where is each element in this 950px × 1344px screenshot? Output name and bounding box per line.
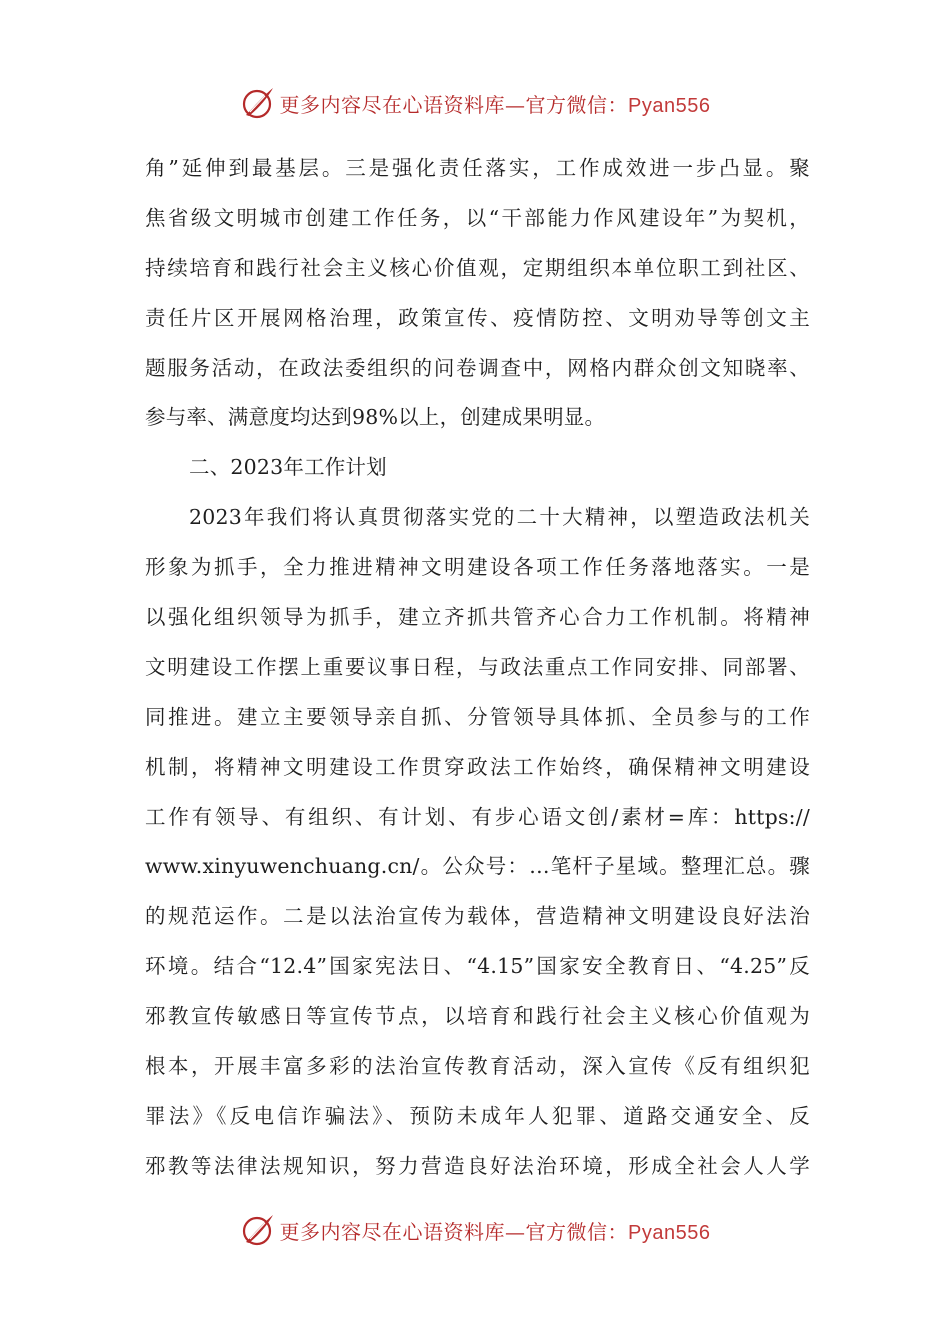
text-line: 参与率、满意度均达到98%以上，创建成果明显。 [145, 405, 606, 430]
watermark-label: 更多内容尽在心语资料库—官方微信： [279, 92, 629, 117]
text-line: 同推进。建立主要领导亲自抓、分管领导具体抓、全员参与的工作 [145, 704, 810, 729]
text-line: 邪教等法律法规知识，努力营造良好法治环境，形成全社会人人学 [145, 1153, 810, 1178]
text-line: 形象为抓手，全力推进精神文明建设各项工作任务落地落实。一是 [145, 555, 810, 580]
feather-pen-logo-icon [240, 1212, 276, 1248]
text-line: 机制，将精神文明建设工作贯穿政法工作始终，确保精神文明建设 [145, 754, 810, 779]
text-line: 以强化组织领导为抓手，建立齐抓共管齐心合力工作机制。将精神 [145, 605, 810, 630]
watermark-label: 更多内容尽在心语资料库—官方微信： [279, 1219, 629, 1244]
text-line: 角”延伸到最基层。三是强化责任落实，工作成效进一步凸显。聚 [145, 156, 810, 180]
text-line: 工作有领导、有组织、有计划、有步心语文创/素材=库：https:// [145, 804, 810, 829]
text-line: 2023年我们将认真贯彻落实党的二十大精神，以塑造政法机关 [189, 505, 810, 530]
wechat-id: Pyan556 [628, 94, 711, 117]
text-line: 环境。结合“12.4”国家宪法日、“4.15”国家安全教育日、“4.25”反 [145, 954, 810, 979]
watermark-banner-bottom [0, 1207, 950, 1253]
text-line: 文明建设工作摆上重要议事日程，与政法重点工作同安排、同部署、 [145, 654, 810, 679]
text-line: 题服务活动，在政法委组织的问卷调查中，网格内群众创文知晓率、 [145, 355, 810, 380]
text-line: 焦省级文明城市创建工作任务，以“干部能力作风建设年”为契机， [145, 205, 810, 230]
text-line: 根本，开展丰富多彩的法治宣传教育活动，深入宣传《反有组织犯 [145, 1054, 810, 1079]
document-body [145, 144, 810, 1192]
wechat-id: Pyan556 [628, 1221, 711, 1244]
text-line: 的规范运作。二是以法治宣传为载体，营造精神文明建设良好法治 [145, 904, 810, 929]
text-line: 持续培育和践行社会主义核心价值观，定期组织本单位职工到社区、 [145, 255, 810, 280]
text-line: 责任片区开展网格治理，政策宣传、疫情防控、文明劝导等创文主 [145, 305, 810, 330]
feather-pen-logo-icon [240, 85, 276, 121]
text-line: www.xinyuwenchuang.cn/。公众号：…笔杆子星域。整理汇总。骤 [145, 854, 810, 879]
watermark-banner-top [0, 80, 950, 126]
text-line: 罪法》《反电信诈骗法》、预防未成年人犯罪、道路交通安全、反 [145, 1103, 810, 1128]
section-heading: 二、2023年工作计划 [189, 455, 387, 480]
watermark-text [280, 89, 711, 118]
text-line: 邪教宣传敏感日等宣传节点，以培育和践行社会主义核心价值观为 [145, 1004, 810, 1029]
watermark-text [280, 1216, 711, 1245]
